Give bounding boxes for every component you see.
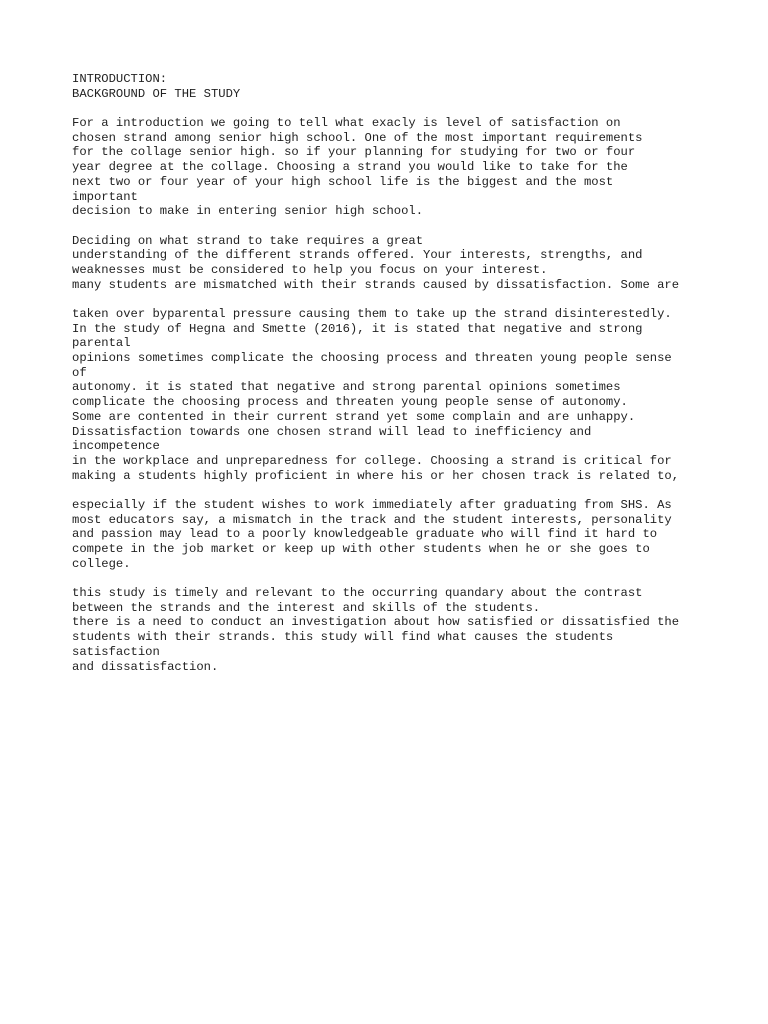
text-line: taken over byparental pressure causing them to take up the strand disinterestedly.	[72, 307, 672, 321]
text-line: year degree at the collage. Choosing a strand you would like to take for the	[72, 160, 628, 175]
text-line: decision to make in entering senior high school.	[72, 204, 424, 219]
text-line: most educators say, a mismatch in the track and the student interests, personality	[72, 512, 672, 527]
paragraph	[72, 116, 752, 219]
spacer	[72, 219, 752, 234]
text-line: satisfaction	[72, 644, 160, 659]
spacer	[72, 571, 752, 586]
text-line: between the strands and the interest and skills of the students.	[72, 600, 541, 615]
text-line: making a students highly proficient in where his or her chosen track is related to,	[72, 468, 680, 483]
text-line: especially if the student wishes to work immediately after graduating from SHS. As	[72, 497, 672, 512]
text-line: there is a need to conduct an investigation about how satisfied or dissatisfied the	[72, 615, 680, 630]
text-line: Deciding on what strand to take requires a great	[72, 233, 424, 248]
text-line: of	[72, 365, 87, 380]
text-line: opinions sometimes complicate the choosing process and threaten young people sense	[72, 351, 672, 366]
text-line: next two or four year of your high school life is the biggest and the most	[72, 174, 614, 189]
text-line: college.	[72, 556, 131, 571]
text-line: In the study of Hegna and Smette (2016), it is stated that negative and strong	[72, 321, 643, 336]
text-line: many students are mismatched with their strands caused by dissatisfaction. Some are	[72, 277, 680, 292]
text-line: chosen strand among senior high school. One of the most important requirements	[72, 130, 643, 145]
paragraph	[72, 586, 752, 674]
text-line: in the workplace and unpreparedness for college. Choosing a strand is critical for	[72, 453, 672, 468]
spacer	[72, 101, 752, 116]
paragraph	[72, 234, 752, 293]
spacer	[72, 292, 752, 307]
text-line: and dissatisfaction.	[72, 659, 219, 674]
paragraph	[72, 498, 752, 571]
text-line: Dissatisfaction towards one chosen strand will lead to inefficiency and	[72, 424, 592, 439]
document-page	[72, 72, 752, 674]
text-line: compete in the job market or keep up with other students when he or she goes to	[72, 542, 650, 556]
document-subheading: BACKGROUND OF THE STUDY	[72, 86, 241, 101]
text-line: complicate the choosing process and threaten young people sense of autonomy.	[72, 395, 628, 410]
text-line: and passion may lead to a poorly knowledgeable graduate who will find it hard to	[72, 527, 658, 542]
text-line: weaknesses must be considered to help you focus on your interest.	[72, 262, 548, 277]
paragraph	[72, 307, 752, 483]
text-line: for the collage senior high. so if your planning for studying for two or four	[72, 145, 636, 160]
text-line: this study is timely and relevant to the occurring quandary about the contrast	[72, 586, 643, 601]
text-line: students with their strands. this study will find what causes the students	[72, 630, 614, 645]
spacer	[72, 483, 752, 498]
text-line: important	[72, 189, 138, 204]
text-line: autonomy. it is stated that negative and strong parental opinions sometimes	[72, 380, 621, 395]
text-line: Some are contented in their current strand yet some complain and are unhappy.	[72, 409, 636, 424]
document-heading: INTRODUCTION:	[72, 72, 168, 86]
text-line: parental	[72, 336, 131, 351]
text-line: understanding of the different strands offered. Your interests, strengths, and	[72, 248, 643, 263]
text-line: For a introduction we going to tell what exacly is level of satisfaction on	[72, 116, 621, 131]
text-line: incompetence	[72, 439, 160, 454]
